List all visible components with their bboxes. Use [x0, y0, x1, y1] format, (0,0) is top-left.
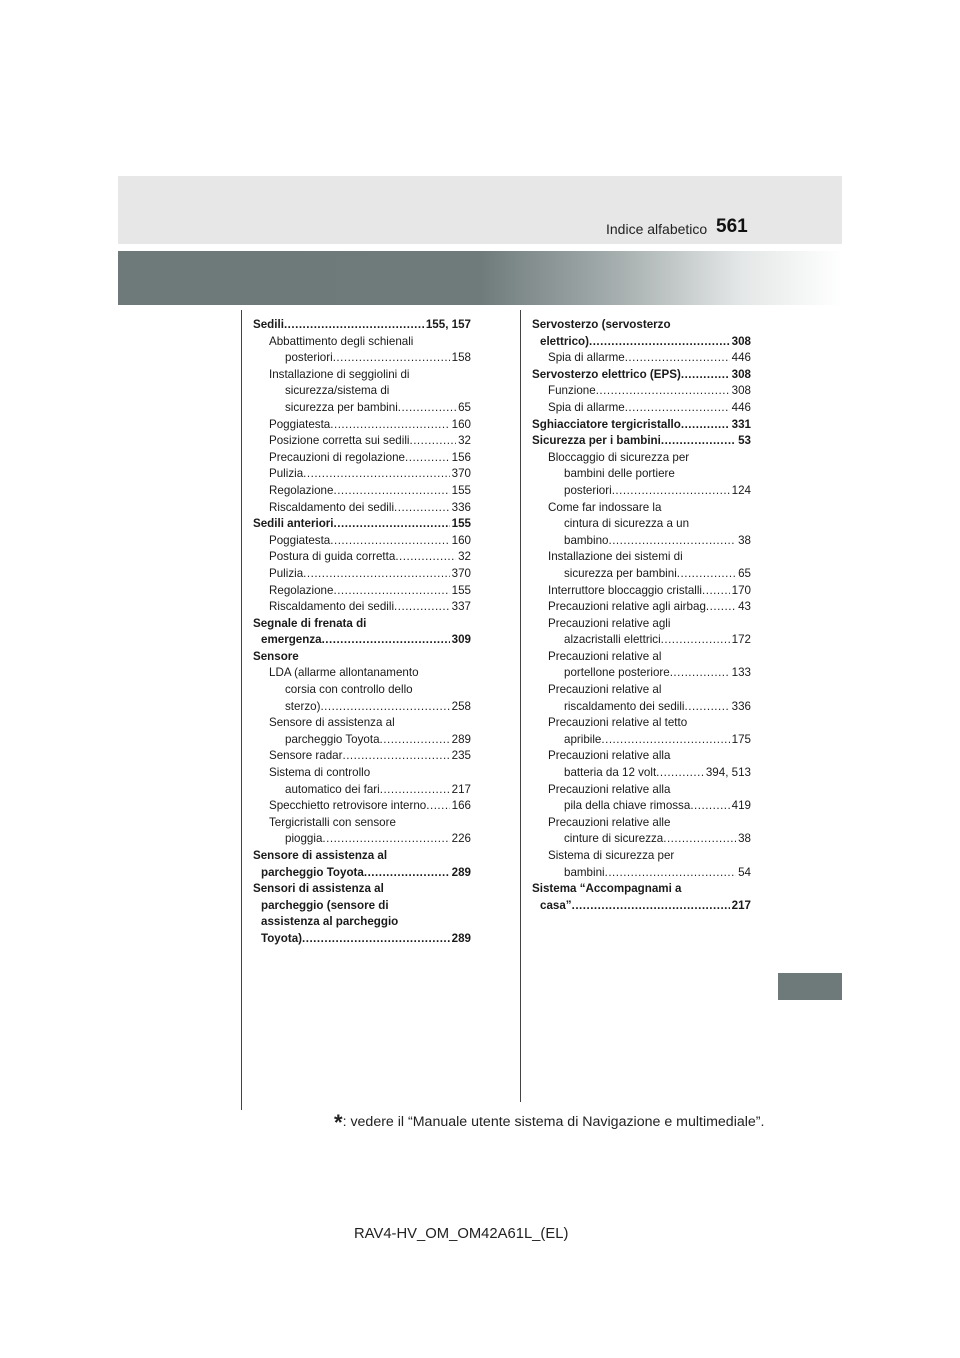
index-subentry: [532, 748, 751, 781]
entry-text: Sensore radar: [269, 749, 343, 763]
entry-text: bambino: [564, 533, 609, 547]
section-title: Indice alfabetico: [606, 221, 708, 237]
entry-text: Regolazione: [269, 583, 334, 597]
page-reference: 170: [731, 583, 751, 597]
entry-text: Installazione di seggiolini di: [269, 367, 410, 381]
dot-leader: [670, 665, 730, 682]
index-entry: [253, 317, 471, 334]
entry-line: [253, 466, 471, 483]
entry-text: Sicurezza per i bambini: [532, 434, 661, 448]
page-reference: 156: [451, 450, 471, 464]
page-reference: 217: [451, 782, 471, 796]
entry-line: [532, 417, 751, 434]
entry-text: Pulizia: [269, 467, 304, 481]
index-subentry: [253, 367, 471, 417]
entry-text: bambini delle portiere: [564, 467, 675, 481]
entry-text: Funzione: [548, 384, 596, 398]
entry-text: parcheggio (sensore di: [261, 898, 389, 912]
entry-text: Precauzioni relative al: [548, 649, 662, 663]
entry-text: Precauzioni di regolazione: [269, 450, 405, 464]
page-reference: 54: [738, 865, 751, 879]
entry-text: Sensori di assistenza al: [253, 882, 384, 896]
entry-text: Sedili anteriori: [253, 517, 334, 531]
entry-line: [253, 483, 471, 500]
entry-text: riscaldamento dei sedili: [564, 699, 685, 713]
page-number: 561: [716, 216, 748, 237]
page-reference: 65: [458, 400, 471, 414]
entry-text: Sensore: [253, 649, 299, 663]
entry-text: Posizione corretta sui sedili: [269, 434, 410, 448]
index-subentry: [253, 748, 471, 765]
index-subentry: [253, 798, 471, 815]
index-entry: [253, 516, 471, 533]
index-subentry: [532, 782, 751, 815]
entry-line: [253, 583, 471, 600]
entry-text: Precauzioni relative agli: [548, 616, 671, 630]
entry-line: [253, 433, 471, 450]
entry-text: automatico dei fari: [285, 782, 380, 796]
index-entry: [532, 881, 751, 914]
dot-leader: [685, 699, 730, 716]
index-subentry: [532, 350, 751, 367]
page-reference: 235: [451, 749, 471, 763]
entry-text: Sghiacciatore tergicristallo: [532, 417, 681, 431]
dot-leader: [333, 350, 450, 367]
page-reference: 38: [738, 832, 751, 846]
entry-line: [532, 865, 751, 882]
entry-line: [532, 533, 751, 550]
entry-text: sicurezza per bambini: [564, 566, 677, 580]
entry-text: sterzo): [285, 699, 321, 713]
index-entry: [253, 881, 471, 947]
dot-leader: [690, 798, 729, 815]
index-subentry: [253, 549, 471, 566]
entry-text: Come far indossare la: [548, 500, 662, 514]
entry-text: Precauzioni relative alla: [548, 749, 671, 763]
index-subentry: [253, 765, 471, 798]
entry-text: casa”: [540, 898, 572, 912]
index-entry: [532, 317, 751, 350]
index-subentry: [532, 583, 751, 600]
entry-line: [253, 500, 471, 517]
entry-line: [253, 549, 471, 566]
entry-text: corsia con controllo dello: [285, 683, 413, 697]
entry-line: [532, 566, 751, 583]
entry-line: [253, 831, 471, 848]
entry-text: Precauzioni relative al tetto: [548, 716, 688, 730]
entry-line: [532, 383, 751, 400]
dot-leader: [405, 450, 450, 467]
dot-leader: [322, 632, 450, 649]
entry-text: Precauzioni relative alle: [548, 815, 671, 829]
index-subentry: [532, 383, 751, 400]
entry-line: [532, 699, 751, 716]
entry-line: [532, 583, 751, 600]
entry-text: elettrico): [540, 334, 589, 348]
index-subentry: [253, 450, 471, 467]
page-reference: 308: [731, 384, 751, 398]
entry-text: parcheggio Toyota: [261, 865, 364, 879]
dot-leader: [572, 898, 730, 915]
footnote-text: : vedere il “Manuale utente sistema di Navigazione e multimediale”.: [342, 1114, 765, 1130]
dot-leader: [284, 317, 424, 334]
dot-leader: [320, 699, 449, 716]
dot-leader: [663, 831, 736, 848]
index-entry: [532, 417, 751, 434]
entry-text: Tergicristalli con sensore: [269, 815, 396, 829]
page-reference: 258: [451, 699, 471, 713]
dot-leader: [409, 433, 456, 450]
index-entry: [253, 848, 471, 881]
entry-text: Precauzioni relative agli airbag: [548, 600, 706, 614]
page-reference: 446: [731, 400, 751, 414]
page-reference: 65: [738, 566, 751, 580]
index-subentry: [532, 682, 751, 715]
page-reference: 308: [731, 334, 751, 348]
dot-leader: [656, 765, 704, 782]
entry-line: [253, 931, 471, 948]
page-reference: 160: [451, 417, 471, 431]
index-subentry: [532, 450, 751, 500]
entry-line: [253, 699, 471, 716]
entry-text: pila della chiave rimossa: [564, 799, 691, 813]
page-reference: 166: [451, 799, 471, 813]
dot-leader: [589, 334, 730, 351]
document-code: RAV4-HV_OM_OM42A61L_(EL): [354, 1226, 569, 1242]
entry-text: cinture di sicurezza: [564, 832, 664, 846]
entry-text: Servosterzo (servosterzo: [532, 318, 671, 331]
index-entry: [532, 433, 751, 450]
entry-line: [532, 350, 751, 367]
entry-line: [253, 865, 471, 882]
dot-leader: [426, 798, 449, 815]
page-reference: 175: [731, 732, 751, 746]
entry-line: [532, 599, 751, 616]
entry-text: posteriori: [564, 483, 612, 497]
dot-leader: [394, 500, 450, 517]
entry-line: [253, 317, 471, 334]
entry-text: Sistema di sicurezza per: [548, 849, 675, 862]
page-reference: 370: [451, 566, 471, 580]
entry-text: Spia di allarme: [548, 351, 625, 365]
index-subentry: [253, 815, 471, 848]
entry-line: [532, 334, 751, 351]
page-reference: 309: [451, 633, 471, 647]
page-reference: 155: [451, 517, 471, 531]
dot-leader: [625, 400, 730, 417]
column-divider-left: [241, 310, 242, 1110]
chapter-tab: [778, 973, 842, 1000]
index-subentry: [253, 583, 471, 600]
entry-line: [532, 665, 751, 682]
dot-leader: [398, 400, 456, 417]
entry-text: portellone posteriore: [564, 666, 670, 680]
entry-line: [253, 450, 471, 467]
entry-text: alzacristalli elettrici: [564, 633, 661, 647]
entry-text: pioggia: [285, 832, 323, 846]
entry-text: Pulizia: [269, 566, 304, 580]
entry-text: Sensore di assistenza al: [269, 716, 395, 730]
entry-text: apribile: [564, 732, 602, 746]
index-column-2: [532, 317, 751, 914]
index-entry: [253, 649, 471, 666]
entry-text: Interruttore bloccaggio cristalli: [548, 583, 703, 597]
entry-text: sicurezza/sistema di: [285, 384, 390, 398]
dot-leader: [380, 732, 450, 749]
page-reference: 217: [731, 898, 751, 912]
dot-leader: [612, 483, 730, 500]
entry-line: [532, 483, 751, 500]
entry-line: [253, 350, 471, 367]
entry-text: Specchietto retrovisore interno: [269, 799, 427, 813]
dot-leader: [605, 865, 736, 882]
entry-text: Regolazione: [269, 483, 334, 497]
entry-line: [532, 732, 751, 749]
dot-leader: [334, 516, 450, 533]
entry-text: bambini: [564, 865, 605, 879]
page-reference: 133: [731, 666, 751, 680]
entry-line: [253, 566, 471, 583]
page-reference: 32: [458, 434, 471, 448]
page-reference: 160: [451, 533, 471, 547]
entry-text: Segnale di frenata di: [253, 616, 367, 630]
page-reference: 158: [451, 351, 471, 365]
entry-line: [253, 599, 471, 616]
entry-line: [253, 732, 471, 749]
entry-line: [253, 782, 471, 799]
entry-line: [532, 831, 751, 848]
entry-text: assistenza al parcheggio: [261, 915, 399, 929]
dot-leader: [608, 533, 736, 550]
dot-leader: [342, 748, 449, 765]
entry-text: Sistema “Accompagnami a: [532, 882, 682, 896]
page-reference: 172: [731, 633, 751, 647]
index-subentry: [532, 599, 751, 616]
page-reference: 32: [458, 550, 471, 564]
entry-line: [253, 417, 471, 434]
entry-text: Postura di guida corretta: [269, 550, 396, 564]
header-band: [118, 251, 842, 305]
entry-text: Toyota): [261, 931, 303, 945]
page-reference: 226: [451, 832, 471, 846]
dot-leader: [333, 483, 449, 500]
entry-text: Installazione dei sistemi di: [548, 550, 683, 564]
dot-leader: [322, 831, 449, 848]
dot-leader: [702, 583, 730, 600]
page-reference: 394, 513: [705, 766, 751, 780]
index-subentry: [253, 466, 471, 483]
index-subentry: [532, 848, 751, 881]
entry-text: Poggiatesta: [269, 417, 331, 431]
index-subentry: [253, 500, 471, 517]
footnote-marker: *: [334, 1110, 343, 1135]
dot-leader: [661, 433, 736, 450]
page-reference: 124: [731, 483, 751, 497]
entry-text: Sensore di assistenza al: [253, 849, 388, 862]
page-reference: 289: [451, 732, 471, 746]
index-subentry: [253, 715, 471, 748]
entry-text: Riscaldamento dei sedili: [269, 600, 395, 614]
dot-leader: [330, 417, 449, 434]
entry-line: [253, 632, 471, 649]
index-subentry: [532, 616, 751, 649]
page-reference: 43: [738, 600, 751, 614]
dot-leader: [333, 583, 449, 600]
entry-text: Sedili: [253, 318, 284, 331]
entry-text: cintura di sicurezza a un: [564, 517, 690, 531]
dot-leader: [364, 865, 450, 882]
index-subentry: [253, 433, 471, 450]
dot-leader: [303, 466, 450, 483]
page-reference: 289: [451, 865, 471, 879]
index-subentry: [253, 566, 471, 583]
entry-line: [532, 632, 751, 649]
index-subentry: [253, 334, 471, 367]
dot-leader: [681, 367, 730, 384]
entry-line: [253, 400, 471, 417]
index-entry: [532, 367, 751, 384]
entry-line: [253, 533, 471, 550]
page-reference: 336: [451, 500, 471, 514]
entry-line: [253, 748, 471, 765]
page-reference: 38: [738, 533, 751, 547]
page-reference: 155, 157: [425, 318, 471, 331]
entry-text: Sistema di controllo: [269, 766, 371, 780]
entry-text: LDA (allarme allontanamento: [269, 666, 419, 680]
dot-leader: [625, 350, 730, 367]
page-reference: 155: [451, 483, 471, 497]
entry-text: Precauzioni relative alla: [548, 782, 671, 796]
page-reference: 370: [451, 467, 471, 481]
entry-line: [532, 433, 751, 450]
entry-text: Spia di allarme: [548, 400, 625, 414]
entry-text: Servosterzo elettrico (EPS): [532, 367, 681, 381]
footnote: [334, 1106, 765, 1135]
entry-text: sicurezza per bambini: [285, 400, 398, 414]
dot-leader: [394, 599, 450, 616]
index-subentry: [532, 500, 751, 550]
index-subentry: [253, 533, 471, 550]
entry-text: Bloccaggio di sicurezza per: [548, 450, 690, 464]
page-reference: 446: [731, 351, 751, 365]
entry-line: [253, 798, 471, 815]
dot-leader: [677, 566, 736, 583]
index-entry: [253, 616, 471, 649]
column-divider-middle: [520, 310, 521, 1102]
entry-line: [532, 898, 751, 915]
dot-leader: [330, 533, 449, 550]
page-reference: 337: [451, 600, 471, 614]
index-subentry: [253, 599, 471, 616]
page-reference: 419: [731, 799, 751, 813]
dot-leader: [380, 782, 450, 799]
index-subentry: [532, 815, 751, 848]
entry-text: Riscaldamento dei sedili: [269, 500, 395, 514]
page-reference: 289: [451, 931, 471, 945]
entry-line: [532, 400, 751, 417]
dot-leader: [596, 383, 730, 400]
dot-leader: [302, 931, 450, 948]
page-reference: 308: [731, 367, 751, 381]
dot-leader: [681, 417, 730, 434]
dot-leader: [601, 732, 729, 749]
index-subentry: [532, 649, 751, 682]
index-subentry: [532, 400, 751, 417]
entry-text: Precauzioni relative al: [548, 683, 662, 697]
dot-leader: [395, 549, 456, 566]
page-reference: 155: [451, 583, 471, 597]
page-reference: 53: [738, 434, 751, 448]
entry-text: batteria da 12 volt: [564, 766, 657, 780]
index-subentry: [253, 417, 471, 434]
entry-line: [532, 765, 751, 782]
index-column-1: [253, 317, 471, 948]
page-reference: 331: [731, 417, 751, 431]
index-subentry: [532, 715, 751, 748]
entry-text: posteriori: [285, 351, 333, 365]
dot-leader: [303, 566, 450, 583]
index-subentry: [253, 665, 471, 715]
dot-leader: [661, 632, 730, 649]
entry-text: parcheggio Toyota: [285, 732, 380, 746]
entry-line: [532, 798, 751, 815]
index-subentry: [253, 483, 471, 500]
entry-line: [532, 367, 751, 384]
entry-line: [253, 516, 471, 533]
entry-text: Abbattimento degli schienali: [269, 334, 414, 348]
entry-text: Poggiatesta: [269, 533, 331, 547]
index-subentry: [532, 549, 751, 582]
page-reference: 336: [731, 699, 751, 713]
dot-leader: [706, 599, 736, 616]
entry-text: emergenza: [261, 633, 322, 647]
